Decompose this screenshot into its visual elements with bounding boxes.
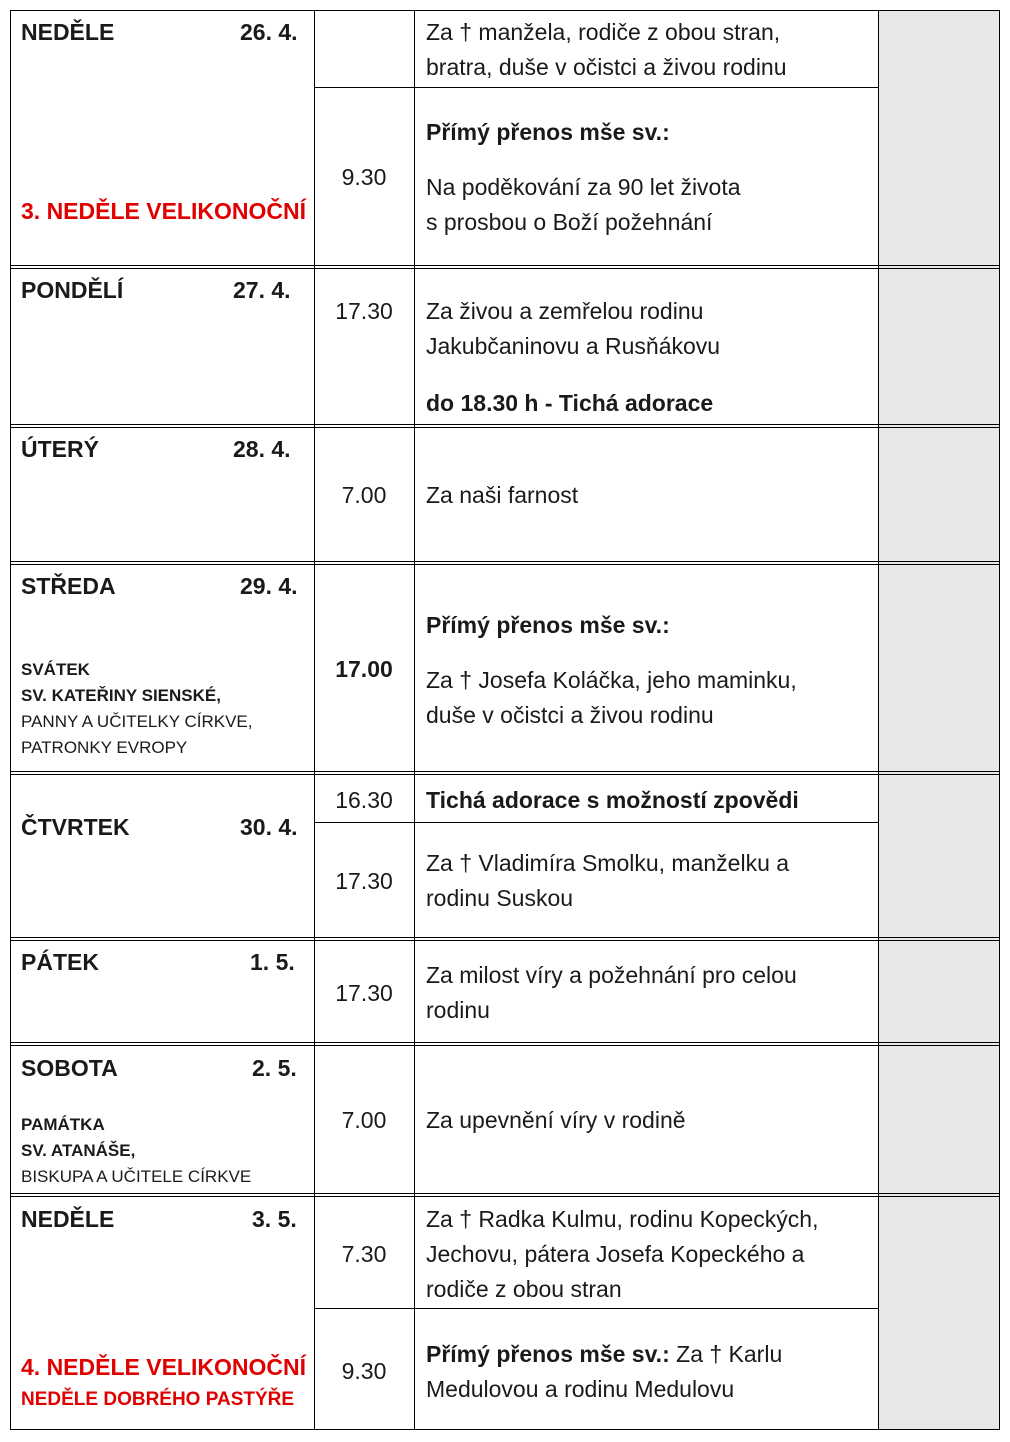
intention-line: Za † Josefa Koláčka, jeho maminku, (426, 667, 797, 693)
mass-time: 16.30 (335, 787, 393, 813)
day-separator (10, 1196, 1000, 1197)
day-separator (10, 1193, 1000, 1194)
feast-title-line: BISKUPA A UČITELE CÍRKVE (21, 1167, 252, 1186)
day-name: SOBOTA (21, 1055, 118, 1081)
feast-rank: SVÁTEK (21, 660, 90, 679)
day-date: 1. 5. (250, 949, 295, 975)
intention-line: Za naši farnost (426, 482, 579, 508)
intention-line: Medulovou a rodinu Medulovu (426, 1376, 735, 1402)
divider-col-2 (414, 10, 415, 1430)
entry-separator (314, 1308, 879, 1309)
day-name: NEDĚLE (21, 19, 115, 45)
intention-line: rodiče z obou stran (426, 1276, 622, 1302)
intention-line: Za † Vladimíra Smolku, manželku a (426, 850, 790, 876)
day-separator (10, 937, 1000, 938)
day-separator (10, 940, 1000, 941)
mass-time: 7.30 (341, 1241, 387, 1267)
adoration-note: Tichá adorace s možností zpovědi (426, 787, 799, 813)
day-name: PÁTEK (21, 949, 99, 975)
intention-line: rodinu Suskou (426, 885, 574, 911)
intention-line: Za upevnění víry v rodině (426, 1107, 686, 1133)
day-separator (10, 268, 1000, 269)
day-name: ÚTERÝ (21, 436, 99, 462)
day-date: 29. 4. (240, 573, 298, 599)
day-date: 2. 5. (252, 1055, 297, 1081)
intention-line: Za živou a zemřelou rodinu (426, 298, 704, 324)
mass-time: 7.00 (341, 1107, 387, 1133)
feast-title-line: PANNY A UČITELKY CÍRKVE, (21, 712, 253, 731)
feast-title: 4. NEDĚLE VELIKONOČNÍ (21, 1354, 306, 1380)
intention-line: Za † Radka Kulmu, rodinu Kopeckých, (426, 1206, 819, 1232)
day-separator (10, 265, 1000, 266)
feast-subtitle: NEDĚLE DOBRÉHO PASTÝŘE (21, 1389, 295, 1410)
mass-time: 17.30 (335, 298, 393, 324)
day-name: STŘEDA (21, 573, 116, 599)
table-border-bottom (10, 1429, 1000, 1430)
mass-time: 9.30 (341, 164, 387, 190)
day-date: 27. 4. (233, 277, 291, 303)
day-name: NEDĚLE (21, 1206, 115, 1232)
feast-title: 3. NEDĚLE VELIKONOČNÍ (21, 198, 306, 224)
intention-line: duše v očistci a živou rodinu (426, 702, 714, 728)
intention-line: rodinu (426, 997, 490, 1023)
table-border-left (10, 10, 11, 1430)
table-border-top (10, 10, 1000, 11)
adoration-note: do 18.30 h - Tichá adorace (426, 390, 714, 416)
entry-separator (314, 87, 879, 88)
divider-col-3 (878, 10, 879, 1430)
day-separator (10, 1042, 1000, 1043)
day-separator (10, 427, 1000, 428)
day-separator (10, 774, 1000, 775)
broadcast-heading: Přímý přenos mše sv.: (426, 119, 670, 145)
feast-title-line: PATRONKY EVROPY (21, 738, 188, 757)
intention-line: Za milost víry a požehnání pro celou (426, 962, 797, 988)
feast-saint: SV. ATANÁŠE, (21, 1141, 136, 1160)
intention-line: Jechovu, pátera Josefa Kopeckého a (426, 1241, 805, 1267)
intention-line-start: Za † Karlu (669, 1341, 783, 1367)
day-separator (10, 771, 1000, 772)
intention-line: Na poděkování za 90 let života (426, 174, 741, 200)
day-separator (10, 561, 1000, 562)
day-name: ČTVRTEK (21, 814, 130, 840)
day-date: 30. 4. (240, 814, 298, 840)
divider-col-1 (314, 10, 315, 1430)
feast-saint: SV. KATEŘINY SIENSKÉ, (21, 686, 221, 705)
broadcast-line (426, 1337, 782, 1372)
broadcast-heading: Přímý přenos mše sv.: (426, 612, 670, 638)
intention-line: Za † manžela, rodiče z obou stran, (426, 19, 781, 45)
intention-line: bratra, duše v očistci a živou rodinu (426, 54, 787, 80)
mass-time: 17.00 (335, 656, 393, 682)
day-name: PONDĚLÍ (21, 277, 124, 303)
broadcast-heading: Přímý přenos mše sv.: (426, 1341, 670, 1367)
mass-time: 17.30 (335, 980, 393, 1006)
day-date: 26. 4. (240, 19, 298, 45)
intention-line: s prosbou o Boží požehnání (426, 209, 713, 235)
day-separator (10, 564, 1000, 565)
table-border-right (999, 10, 1000, 1430)
day-date: 28. 4. (233, 436, 291, 462)
intention-line: Jakubčaninovu a Rusňákovu (426, 333, 721, 359)
feast-rank: PAMÁTKA (21, 1115, 105, 1134)
day-separator (10, 424, 1000, 425)
day-separator (10, 1045, 1000, 1046)
mass-time: 9.30 (341, 1358, 387, 1384)
mass-time: 7.00 (341, 482, 387, 508)
entry-separator (314, 822, 879, 823)
day-date: 3. 5. (252, 1206, 297, 1232)
mass-time: 17.30 (335, 868, 393, 894)
notes-column (879, 10, 1000, 1430)
